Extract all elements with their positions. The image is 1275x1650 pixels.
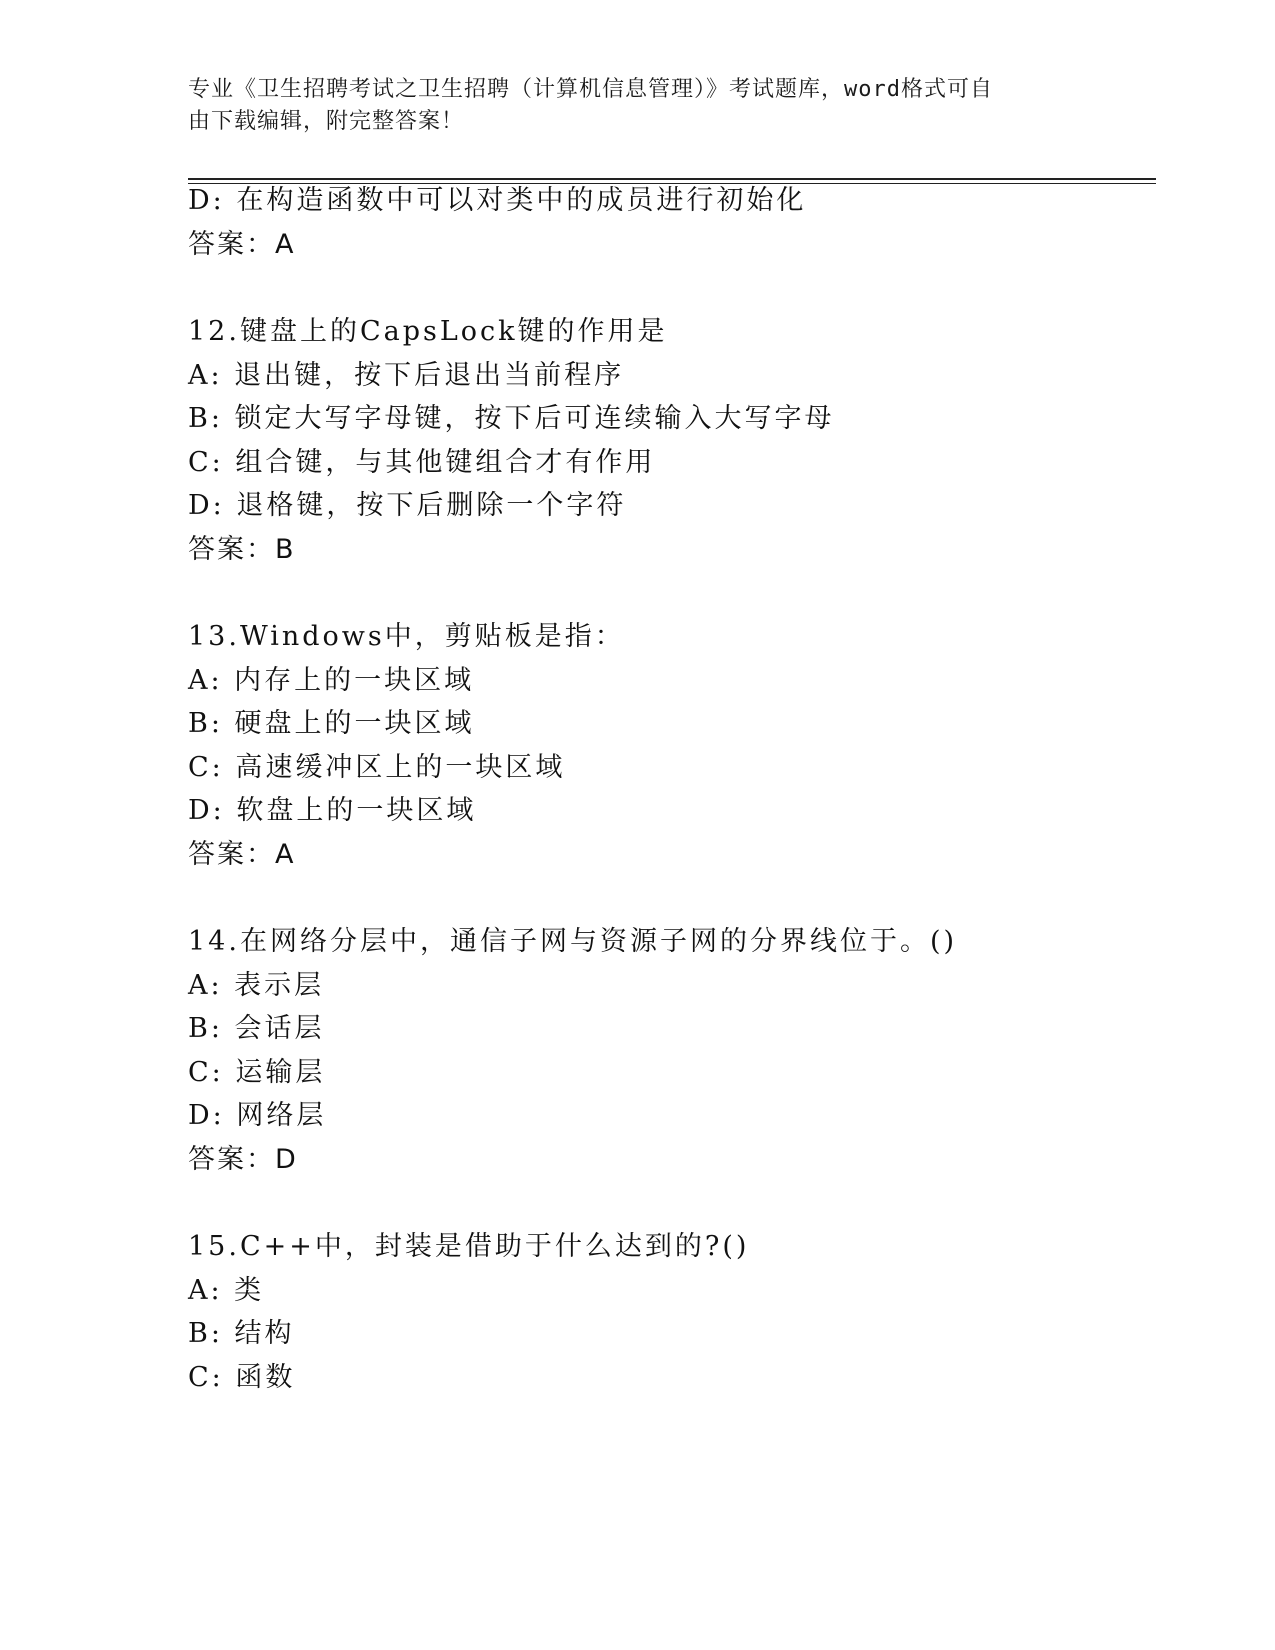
q14-question: 14.在网络分层中，通信子网与资源子网的分界线位于。()	[188, 926, 958, 957]
header-line-2: 由下载编辑，附完整答案！	[188, 109, 465, 134]
q14-option-c: C: 运输层	[188, 1057, 326, 1088]
q12-answer: 答案：B	[188, 534, 296, 565]
q13-option-b: B: 硬盘上的一块区域	[188, 708, 475, 739]
q12-option-c: C: 组合键，与其他键组合才有作用	[188, 447, 656, 478]
q15-option-b: B: 结构	[188, 1318, 295, 1349]
q12-option-a: A: 退出键，按下后退出当前程序	[188, 360, 625, 391]
q11-option-d: D: 在构造函数中可以对类中的成员进行初始化	[188, 185, 807, 216]
q15-option-c: C: 函数	[188, 1362, 296, 1393]
q13-question: 13.Windows中，剪贴板是指：	[188, 621, 625, 652]
q13-option-c: C: 高速缓冲区上的一块区域	[188, 752, 566, 783]
q14-option-b: B: 会话层	[188, 1013, 325, 1044]
q14-answer: 答案：D	[188, 1144, 298, 1175]
q13-option-d: D: 软盘上的一块区域	[188, 795, 477, 826]
q15-question: 15.C++中，封装是借助于什么达到的?()	[188, 1231, 750, 1262]
q13-answer: 答案：A	[188, 839, 296, 870]
q12-option-d: D: 退格键，按下后删除一个字符	[188, 490, 627, 521]
q14-option-a: A: 表示层	[188, 970, 325, 1001]
document-header	[188, 74, 1068, 138]
header-divider-thick	[188, 178, 1156, 180]
q12-question: 12.键盘上的CapsLock键的作用是	[188, 316, 668, 347]
q11-answer: 答案：A	[188, 229, 296, 260]
q13-option-a: A: 内存上的一块区域	[188, 665, 475, 696]
header-line-1: 专业《卫生招聘考试之卫生招聘（计算机信息管理）》考试题库，word格式可自	[188, 77, 993, 102]
q15-option-a: A: 类	[188, 1275, 265, 1306]
q12-option-b: B: 锁定大写字母键，按下后可连续输入大写字母	[188, 403, 835, 434]
q14-option-d: D: 网络层	[188, 1100, 327, 1131]
